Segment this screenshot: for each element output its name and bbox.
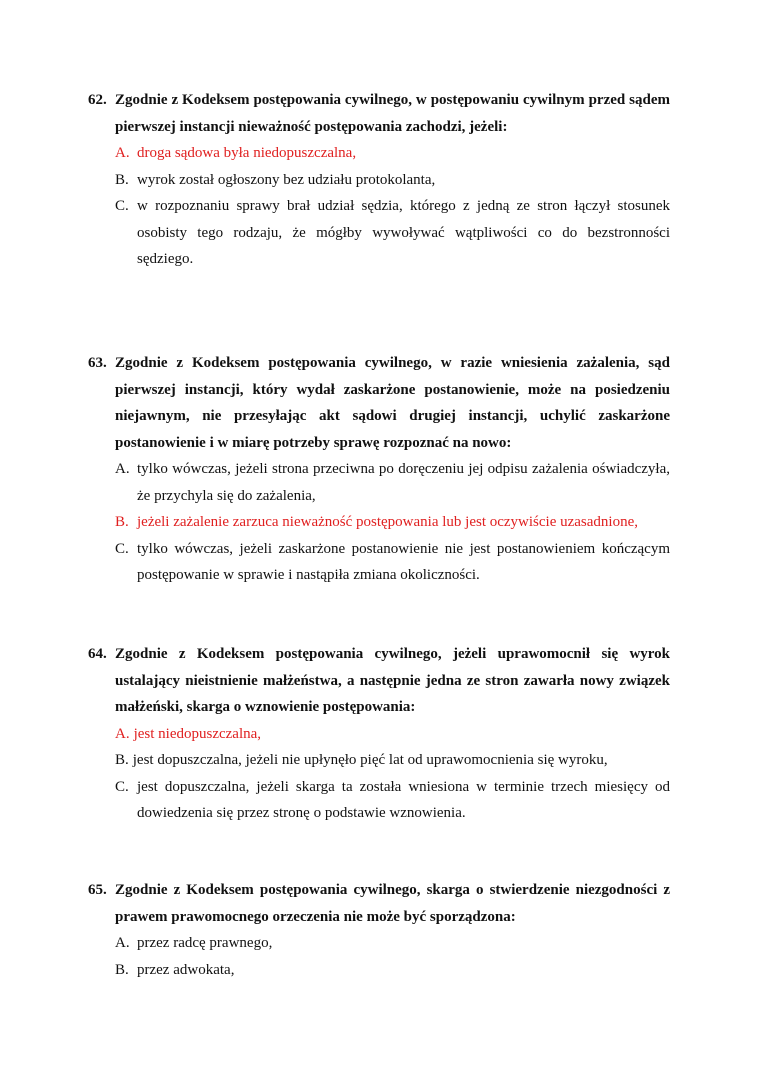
option-letter: C. <box>115 778 129 795</box>
option-text: tylko wówczas, jeżeli strona przeciwna po doręczeniu jej odpisu zażalenia oświadczyła, że przychyla się do zażalenia, <box>137 461 670 504</box>
option-text: jest dopuszczalna, jeżeli nie upłynęło pięć lat od uprawomocnienia się wyroku, <box>132 752 608 768</box>
option-a <box>115 721 670 748</box>
question-64 <box>88 641 670 827</box>
question-text: Zgodnie z Kodeksem postępowania cywilnego, jeżeli uprawomocnił się wyrok ustalający nieistnienie małżeństwa, a następnie jedna ze stron zawarła nowy związek małżeński, skarga o wznowienie postępowania: <box>115 646 670 715</box>
option-a <box>115 456 670 509</box>
question-number: 64. <box>88 646 107 662</box>
question-heading <box>88 350 670 456</box>
question-text: Zgodnie z Kodeksem postępowania cywilnego, w postępowaniu cywilnym przed sądem pierwszej instancji nieważność postępowania zachodzi, jeżeli: <box>115 92 670 135</box>
option-letter: B. <box>115 171 129 188</box>
question-65 <box>88 877 670 983</box>
option-text: jeżeli zażalenie zarzuca nieważność postępowania lub jest oczywiście uzasadnione, <box>137 514 639 530</box>
option-letter: A. <box>115 145 130 161</box>
option-c <box>115 536 670 589</box>
option-b <box>115 167 670 194</box>
question-63 <box>88 350 670 589</box>
option-letter: B. <box>115 961 129 978</box>
option-text: przez adwokata, <box>137 961 235 978</box>
option-text: wyrok został ogłoszony bez udziału protokolanta, <box>137 171 436 188</box>
option-b <box>115 957 670 984</box>
question-heading <box>88 877 670 930</box>
question-62 <box>88 87 670 273</box>
option-letter: A. <box>115 725 130 742</box>
option-letter: C. <box>115 198 129 214</box>
option-text: w rozpoznaniu sprawy brał udział sędzia, którego z jedną ze stron łączył stosunek osobisty tego rodzaju, że mógłby wywoływać wątpliwości co do bezstronności sędziego. <box>137 198 670 267</box>
question-text: Zgodnie z Kodeksem postępowania cywilnego, w razie wniesienia zażalenia, sąd pierwszej instancji, który wydał zaskarżone postanowienie, może na posiedzeniu niejawnym, nie przesyłając akt sądowi drugiej instancji, uchylić zaskarżone postanowienie i w miarę potrzeby sprawę rozpoznać na nowo: <box>115 355 670 451</box>
question-number: 62. <box>88 92 107 108</box>
option-text: droga sądowa była niedopuszczalna, <box>137 145 357 161</box>
option-letter: B. <box>115 514 129 530</box>
option-c <box>115 193 670 273</box>
question-number: 63. <box>88 355 107 371</box>
option-a <box>115 140 670 167</box>
question-number: 65. <box>88 882 107 898</box>
option-letter: A. <box>115 461 130 477</box>
question-text: Zgodnie z Kodeksem postępowania cywilnego, skarga o stwierdzenie niezgodności z prawem prawomocnego orzeczenia nie może być sporządzona: <box>115 882 670 925</box>
option-b <box>115 509 670 536</box>
option-b <box>115 747 670 774</box>
question-heading <box>88 87 670 140</box>
option-letter: A. <box>115 935 130 951</box>
option-text: jest dopuszczalna, jeżeli skarga ta została wniesiona w terminie trzech miesięcy od dowiedzenia się przez stronę o podstawie wznowienia. <box>137 778 670 821</box>
option-letter: B. <box>115 752 129 768</box>
option-c <box>115 774 670 827</box>
question-heading <box>88 641 670 721</box>
option-text: tylko wówczas, jeżeli zaskarżone postanowienie nie jest postanowieniem kończącym postępowanie w sprawie i nastąpiła zmiana okoliczności. <box>137 540 670 583</box>
option-a <box>115 930 670 957</box>
option-text: przez radcę prawnego, <box>137 935 273 951</box>
option-letter: C. <box>115 540 129 557</box>
option-text: jest niedopuszczalna, <box>133 725 262 742</box>
